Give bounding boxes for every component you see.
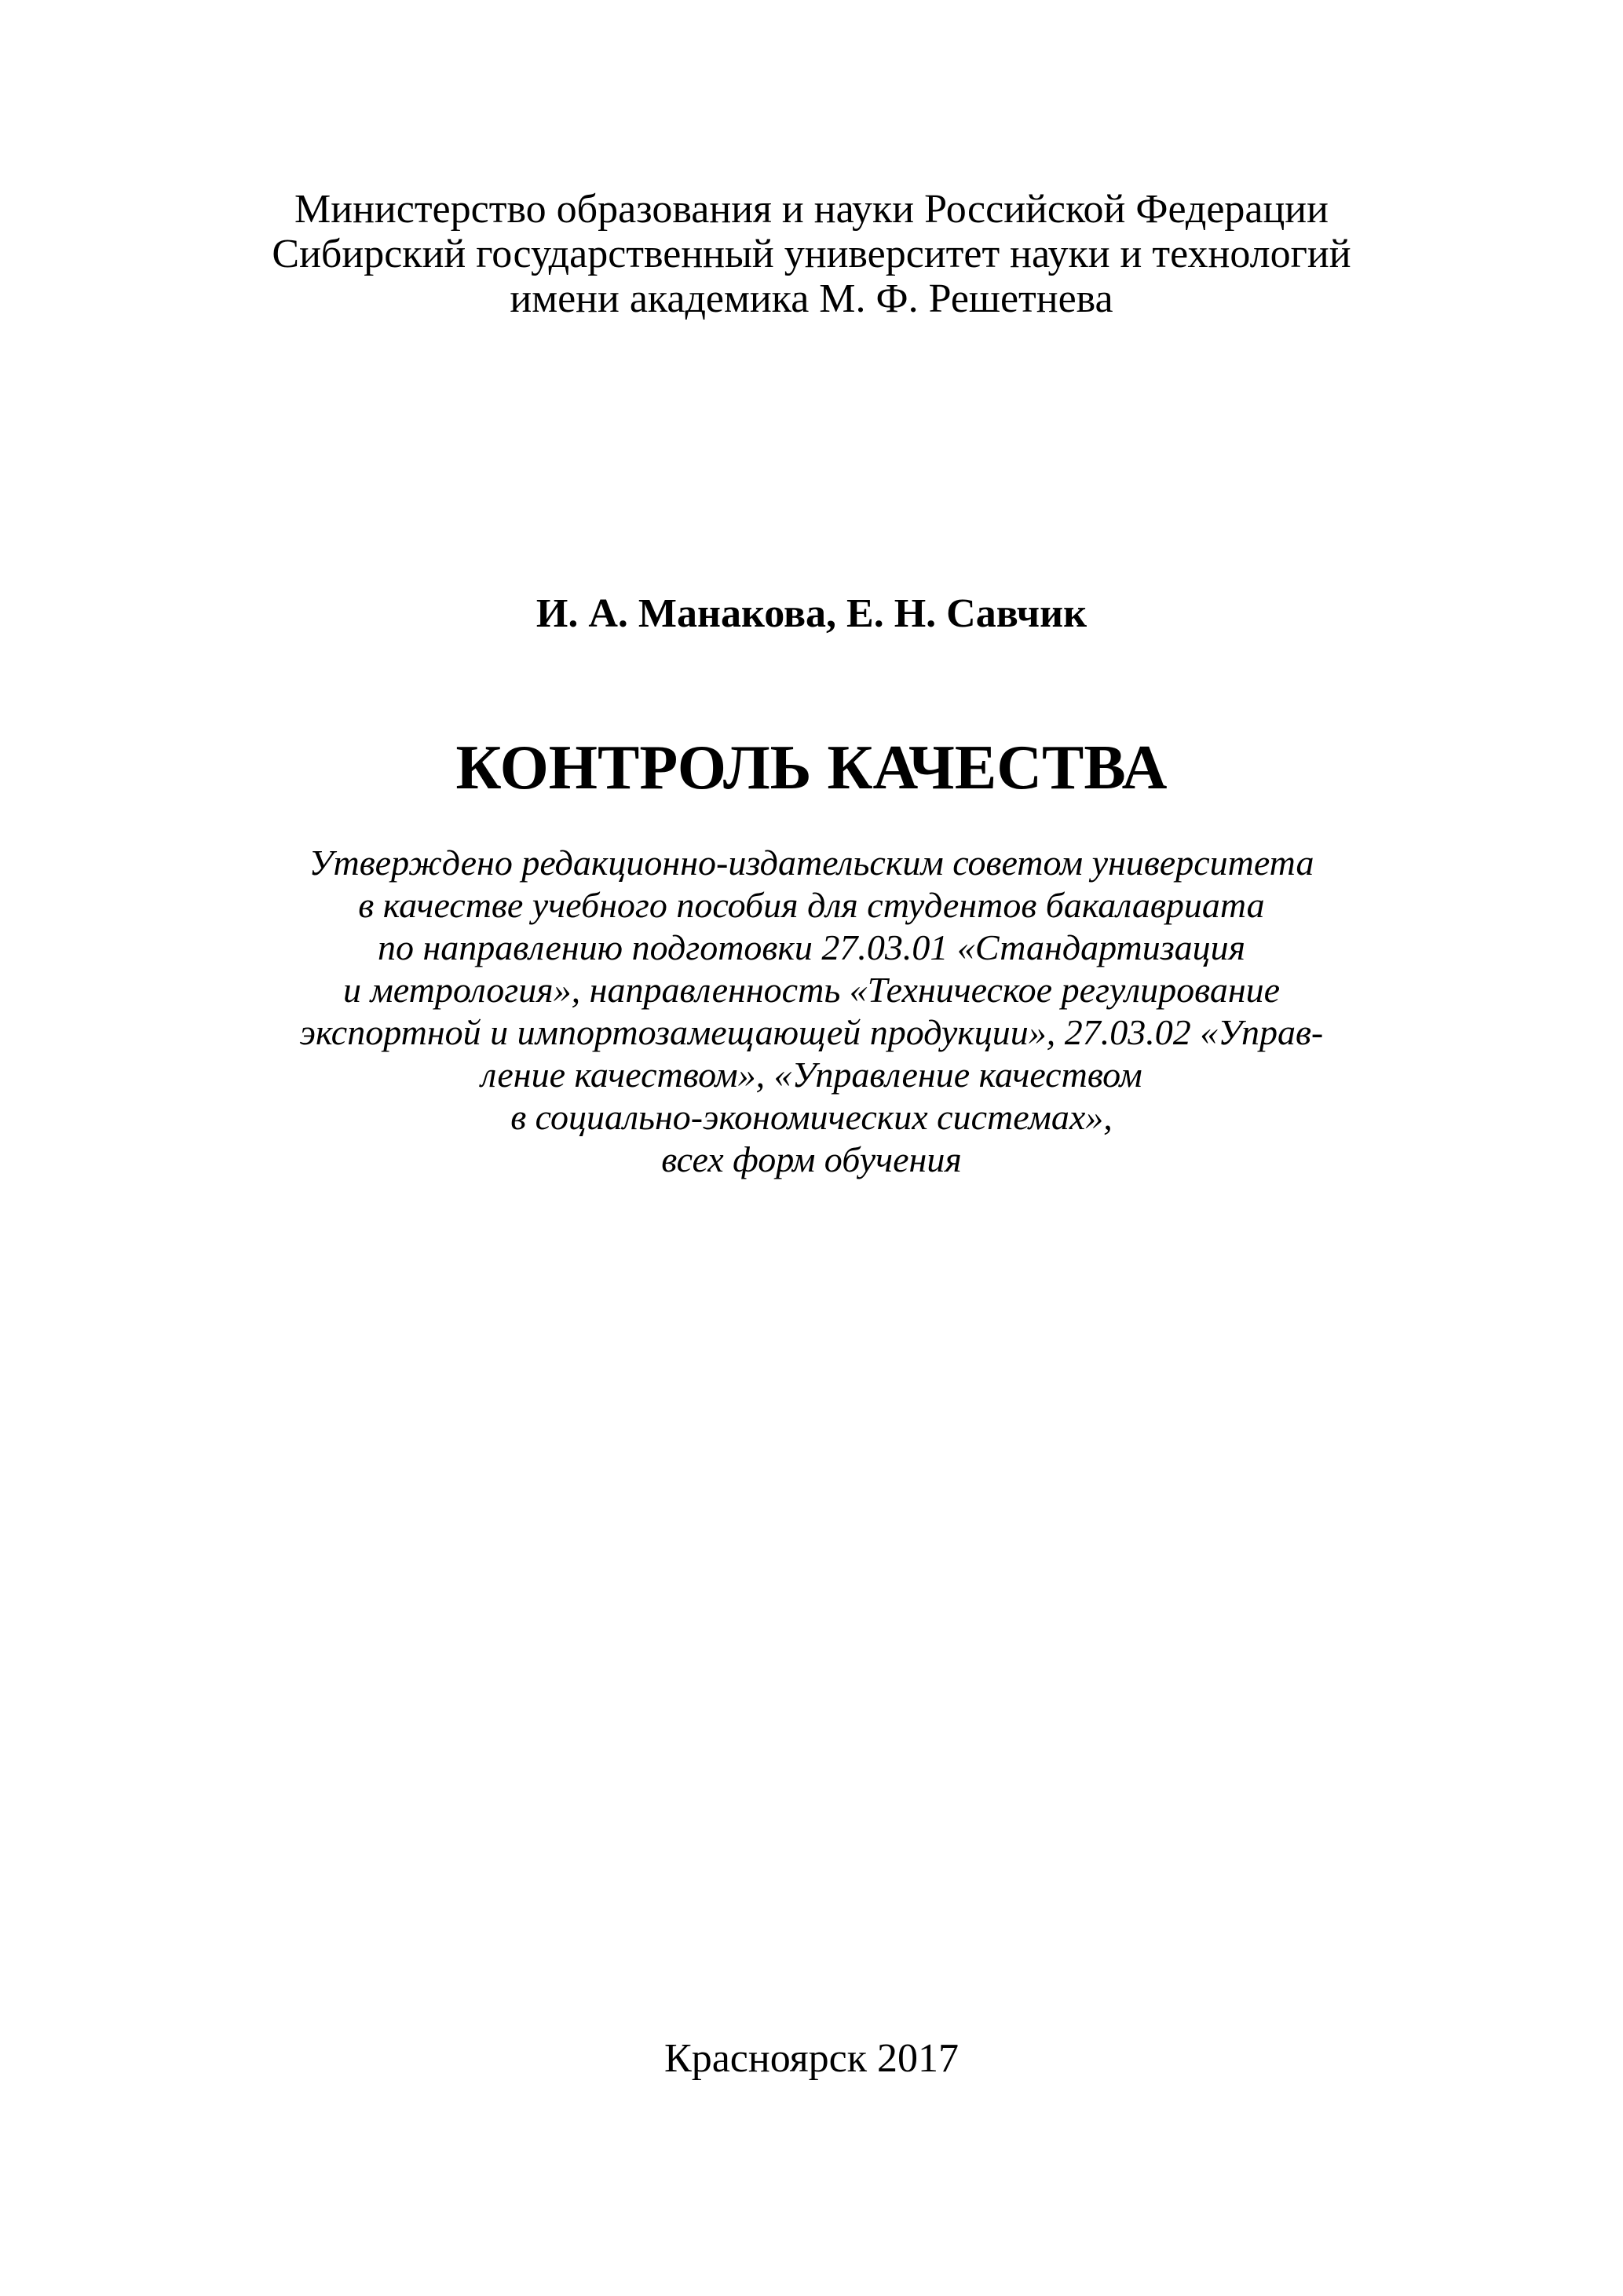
approval-line: и метрология», направленность «Техническое регулирование — [342, 970, 1281, 1010]
approval-note — [0, 842, 1623, 1181]
institution-line-named-after: имени академика М. Ф. Решетнева — [510, 276, 1113, 321]
institution-header — [0, 187, 1623, 321]
approval-line: экспортной и импортозамещающей продукции», 27.03.02 «Управ- — [299, 1012, 1324, 1052]
approval-line: в качестве учебного пособия для студентов бакалавриата — [358, 885, 1265, 925]
authors: И. А. Манакова, Е. Н. Савчик — [536, 591, 1087, 636]
approval-line: Утверждено редакционно-издательским советом университета — [309, 843, 1314, 883]
institution-line-ministry: Министерство образования и науки Российской Федерации — [294, 187, 1329, 232]
book-title: КОНТРОЛЬ КАЧЕСТВА — [455, 733, 1168, 803]
approval-line: ление качеством», «Управление качеством — [481, 1055, 1142, 1095]
city-year: Красноярск 2017 — [664, 2036, 959, 2081]
approval-line: по направлению подготовки 27.03.01 «Стандартизация — [377, 927, 1246, 967]
institution-line-university: Сибирский государственный университет науки и технологий — [272, 232, 1351, 276]
approval-line: всех форм обучения — [661, 1139, 962, 1179]
approval-line: в социально-экономических системах», — [510, 1097, 1113, 1137]
